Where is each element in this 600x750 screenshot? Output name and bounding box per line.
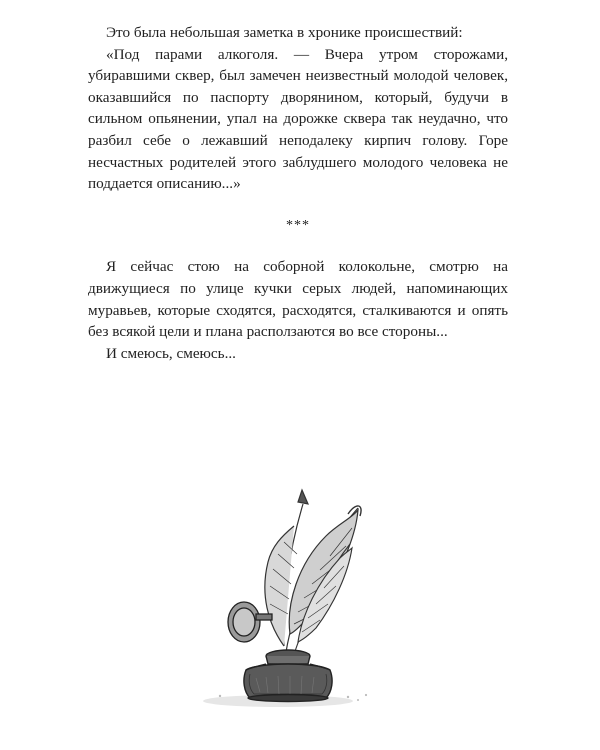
paragraph: Я сейчас стою на соборной колокольне, смотрю на движущиеся по улице кучки серых людей, напоминающих муравьев, которые сходятся, расходятся, сталкиваются и опять без всякой цели и плана расползаются во все стороны... bbox=[88, 258, 508, 341]
section-divider: *** bbox=[286, 217, 310, 233]
inkwell-icon bbox=[244, 650, 332, 702]
inkwell-illustration bbox=[198, 464, 398, 734]
paragraph: Это была небольшая заметка в хронике происшествий: bbox=[106, 24, 463, 41]
inkwell-lid-icon bbox=[228, 602, 272, 642]
paragraph: И смеюсь, смеюсь... bbox=[106, 344, 236, 362]
page-body bbox=[88, 22, 508, 364]
paragraph: «Под парами алкоголя. — Вчера утром сторожами, убиравшими сквер, был замечен неизвестный молодой человек, оказавшийся по паспорту дворянином, который, будучи в сильном опьянении, упал на дорожке сквера так неудачно, что разбил себе о лежавший неподалеку кирпич голову. Горе несчастных родителей этого заблудшего молодого человека не поддается описанию...» bbox=[88, 45, 508, 193]
